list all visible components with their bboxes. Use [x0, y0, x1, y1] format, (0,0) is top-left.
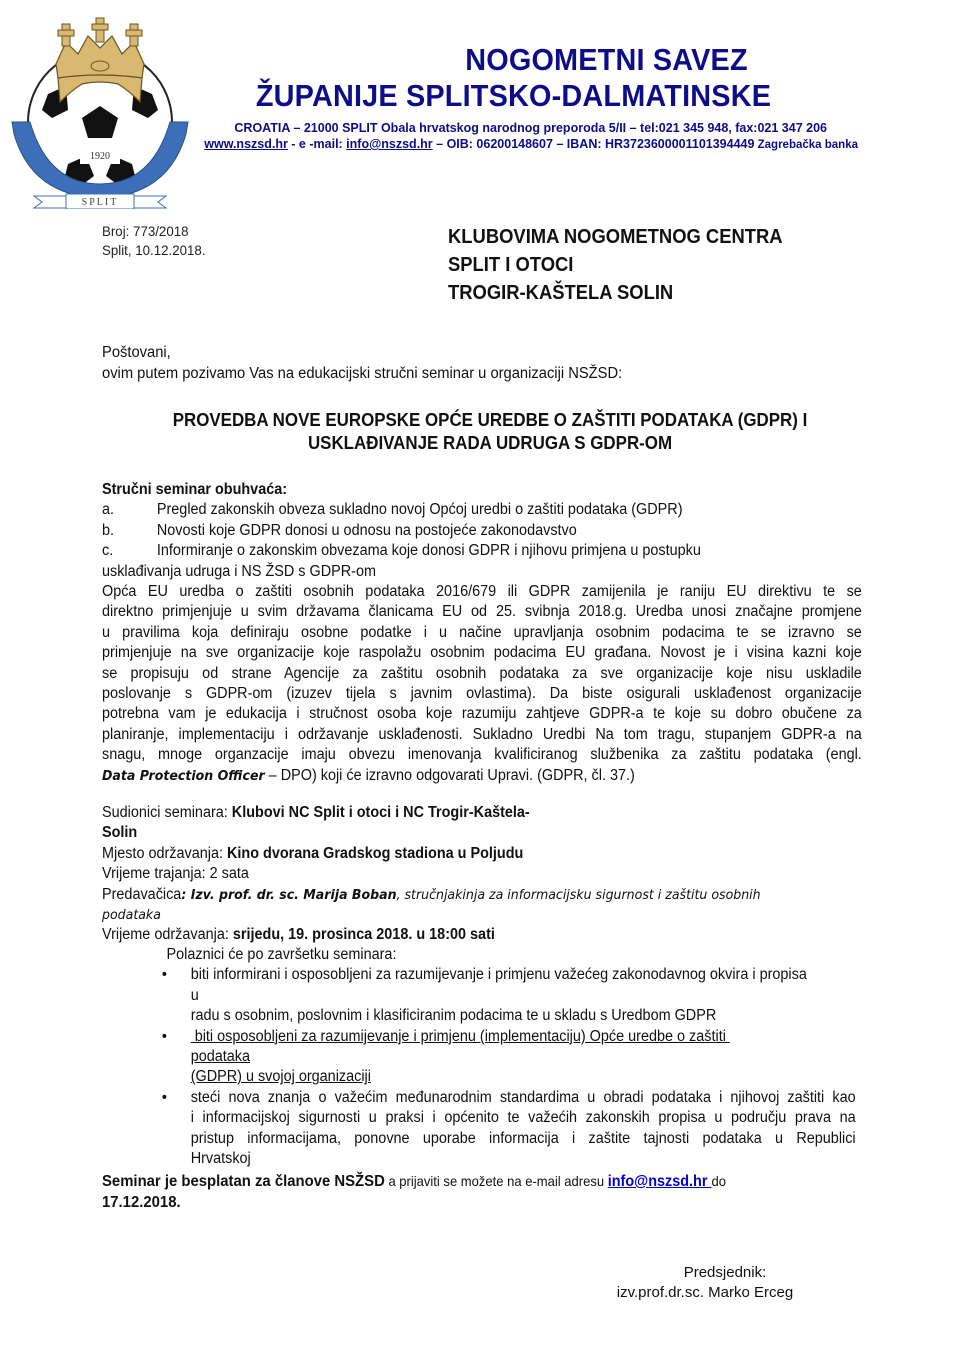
free-seminar-note: Seminar je besplatan za članove NSŽSD	[102, 1173, 385, 1190]
outcome-line: biti informirani i osposobljeni za razumijevanje i primjenu važećeg zakonodavnog okvira i propisa	[190, 966, 807, 984]
recipients-block	[448, 223, 783, 307]
outcome-item	[160, 965, 885, 1026]
venue-row	[102, 844, 862, 864]
scope-item	[102, 500, 862, 520]
paragraph-line: se propisuju od strane Agencije za zaštitu osobnih podataka za sve organizacije koje nisu uskladile	[102, 664, 862, 682]
until-text: do	[711, 1173, 726, 1189]
greeting	[102, 342, 622, 384]
recipient-line: KLUBOVIMA NOGOMETNOG CENTRA	[448, 226, 783, 248]
dpo-term: Data Protection Officer	[102, 767, 265, 784]
time-row	[102, 925, 862, 945]
bullet-icon: •	[161, 1088, 167, 1106]
contact-block	[160, 120, 860, 153]
svg-text:1920: 1920	[90, 151, 110, 162]
duration-value: 2 sata	[209, 865, 249, 883]
paragraph-line: planiranje, implementaciju i održavanje usklađenosti. Sukladno Uredbi Na tom tragu, stupanjem GDPR-a na	[102, 725, 862, 743]
scope-item-label: b.	[102, 521, 115, 539]
outcome-line: pristup informacijama, ponovne uporabe informacija i zaštite tajnosti podataka u Republici	[190, 1129, 856, 1147]
svg-text:SPLIT: SPLIT	[81, 197, 119, 208]
outcome-line: (GDPR) u svojoj organizaciji	[190, 1068, 371, 1086]
paragraph-line: direktno primjenjuje u svim državama članicama EU od 25. svibnja 2018.g. Uredba unosi značajne promjene	[102, 603, 862, 621]
reference-block	[102, 222, 206, 260]
organization-name	[225, 42, 895, 114]
recipient-line: TROGIR-KAŠTELA SOLIN	[448, 282, 674, 304]
outcome-line: Hrvatskoj	[190, 1150, 251, 1168]
gdpr-paragraph	[102, 582, 862, 786]
paragraph-line: snagu, mnoge organzacije imaju obvezu imenovanja kvalificiranog službenika za zaštitu podataka (engl.	[102, 746, 862, 764]
paragraph-line: Opća EU uredba o zaštiti osobnih podataka 2016/679 ili GDPR zamijenila je raniju EU direktivu te se	[102, 583, 862, 601]
scope-item	[102, 541, 862, 561]
outcome-item	[160, 1027, 885, 1088]
outcome-line: biti osposobljeni za razumijevanje i primjenu (implementaciju) Opće uredbe o zaštiti	[190, 1027, 730, 1045]
signature-block	[600, 1263, 810, 1303]
bullet-icon: •	[161, 1027, 167, 1045]
email-prefix: - e -mail:	[287, 137, 347, 151]
outcomes-list	[160, 945, 880, 1169]
lecturer-description: , stručnjakinja za informacijsku sigurnost i zaštitu osobnih	[396, 886, 761, 903]
venue-label: Mjesto održavanja:	[102, 844, 227, 862]
bullet-icon: •	[161, 966, 167, 984]
paragraph-line: u pravilima koja definiraju osobne podatke i u načine upravljanja osobnim podacima te se izravno se	[102, 623, 862, 641]
website-link[interactable]: www.nszsd.hr	[204, 137, 288, 151]
email-link[interactable]: info@nszsd.hr	[346, 137, 433, 151]
place-date: Split, 10.12.2018.	[102, 242, 206, 258]
paragraph-line: primjenjuje na sve organizacije koje raspolažu osobnim podacima EU građana. Novost je i visina kazni koje	[102, 644, 862, 662]
lecturer-description-cont: podataka	[102, 907, 161, 924]
paragraph-last-text: – DPO) koji će izravno odgovarati Upravi. (GDPR, čl. 37.)	[264, 766, 635, 784]
time-label: Vrijeme održavanja:	[102, 926, 233, 944]
participants-value-cont: Solin	[102, 824, 138, 842]
lecturer-name: Izv. prof. dr. sc. Marija Boban	[190, 886, 397, 903]
contact-line	[160, 136, 860, 153]
registration-text: a prijaviti se možete na e-mail adresu	[384, 1173, 608, 1189]
scope-item-text: Informiranje o zakonskim obvezama koje donosi GDPR i njihovu primjena u postupku	[156, 542, 701, 560]
seminar-title-line2: USKLAĐIVANJE RADA UDRUGA S GDPR-OM	[307, 433, 673, 453]
duration-row	[102, 864, 862, 884]
registration-email-link[interactable]: info@nszsd.hr	[607, 1173, 712, 1190]
duration-label: Vrijeme trajanja:	[102, 865, 210, 883]
bank-name: Zagrebačka banka	[754, 139, 858, 151]
outcome-item	[160, 1088, 885, 1170]
recipient-line: SPLIT I OTOCI	[448, 254, 574, 276]
seminar-details	[102, 803, 862, 946]
reference-number: Broj: 773/2018	[102, 223, 189, 239]
scope-item	[102, 521, 862, 541]
outcome-line: steći nova znanja o važećim međunarodnim standardima u obradi podataka i njihovoj zaštiti kao	[190, 1088, 856, 1106]
scope-item-label: c.	[102, 542, 114, 560]
paragraph-last-line	[102, 766, 862, 786]
outcome-line: podataka	[190, 1048, 251, 1066]
address-line: CROATIA – 21000 SPLIT Obala hrvatskog narodnog preporoda 5/II – tel:021 345 948, fax:021 347 206	[234, 121, 827, 135]
outcome-line: u	[190, 986, 199, 1004]
main-body	[102, 480, 862, 786]
closing-note	[102, 1171, 862, 1213]
paragraph-line: potrebna vam je edukacija i stručnost osoba koje razumiju zahtjeve GDPR-a te koje su dobro obučene za	[102, 705, 862, 723]
registration-deadline: 17.12.2018.	[102, 1194, 181, 1211]
outcomes-intro: Polaznici će po završetku seminara:	[166, 946, 397, 963]
lecturer-row	[102, 885, 862, 905]
signatory-title: Predsjednik:	[683, 1264, 767, 1281]
organization-name-line1: NOGOMETNI SAVEZ	[465, 42, 748, 77]
scope-heading: Stručni seminar obuhvaća:	[102, 481, 288, 498]
seminar-title-line1: PROVEDBA NOVE EUROPSKE OPĆE UREDBE O ZAŠTITI PODATAKA (GDPR) I	[172, 410, 808, 430]
time-value: srijedu, 19. prosinca 2018. u 18:00 sati	[232, 926, 495, 944]
seminar-title	[123, 409, 856, 455]
scope-item-label: a.	[102, 501, 115, 519]
scope-item-text: Pregled zakonskih obveza sukladno novoj Općoj uredbi o zaštiti podataka (GDPR)	[156, 501, 683, 519]
scope-item-text: Novosti koje GDPR donosi u odnosu na postojeće zakonodavstvo	[156, 521, 577, 539]
participants-row	[102, 803, 862, 823]
signatory-name: izv.prof.dr.sc. Marko Erceg	[616, 1284, 794, 1301]
oib-iban: – OIB: 06200148607 – IBAN: HR3723600001101394449	[432, 137, 755, 151]
participants-value: Klubovi NC Split i otoci i NC Trogir-Kaštela-	[231, 804, 530, 821]
organization-name-line2: ŽUPANIJE SPLITSKO-DALMATINSKE	[255, 78, 772, 113]
scope-continuation: usklađivanja udruga i NS ŽSD s GDPR-om	[102, 562, 376, 580]
lecturer-label: Predavačica	[102, 885, 182, 903]
lecturer-colon: :	[181, 886, 191, 903]
venue-value: Kino dvorana Gradskog stadiona u Poljudu	[226, 844, 524, 862]
outcome-line: i informacijskoj sigurnosti u praksi i općenito te važećih zakonskih propisa u području prava na	[190, 1109, 856, 1127]
paragraph-line: poslovanje s GDPR-om (izuzev tijela s javnim ovlastima). Da biste osigurali usklađenost organizacije	[102, 685, 862, 703]
invitation-text: ovim putem pozivamo Vas na edukacijski stručni seminar u organizaciji NSŽSD:	[102, 365, 623, 382]
outcome-line: radu s osobnim, poslovnim i klasificiranim podacima te u skladu s Uredbom GDPR	[190, 1007, 717, 1025]
salutation: Poštovani,	[102, 344, 171, 361]
participants-label: Sudionici seminara:	[102, 804, 232, 821]
